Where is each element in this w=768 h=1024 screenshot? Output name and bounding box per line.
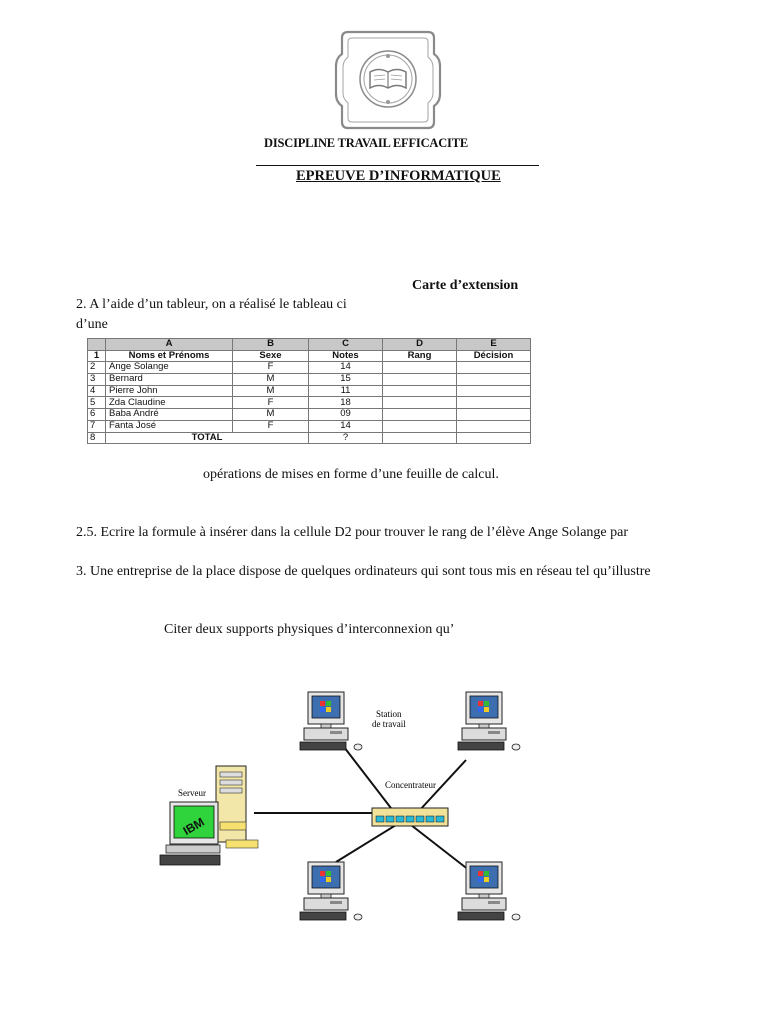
table-row: [88, 385, 531, 397]
network-cable: [411, 825, 474, 874]
column-letter: B: [233, 339, 309, 351]
student-name: Zda Claudine: [106, 397, 233, 409]
total-row: [88, 432, 531, 444]
table-row: [88, 362, 531, 374]
student-note: 11: [309, 385, 383, 397]
total-label: TOTAL: [106, 432, 309, 444]
workstation-computer-icon: [458, 692, 520, 750]
station-label-line-1: Station: [376, 709, 402, 719]
header-cell: Décision: [457, 350, 531, 362]
header-row: [88, 350, 531, 362]
column-letter: E: [457, 339, 531, 351]
section-title: Carte d’extension: [412, 278, 519, 293]
header-divider: [256, 165, 539, 166]
student-name: Pierre John: [106, 385, 233, 397]
rang-cell: [383, 397, 457, 409]
decision-cell: [457, 420, 531, 432]
table-row: [88, 397, 531, 409]
row-number: 4: [88, 385, 106, 397]
network-diagram: [156, 680, 536, 940]
student-name: Ange Solange: [106, 362, 233, 374]
corner-cell: [88, 339, 106, 351]
workstation-computer-icon: [300, 862, 362, 920]
column-letters-row: [88, 339, 531, 351]
column-letter: A: [106, 339, 233, 351]
question-2-line-2: d’une: [76, 317, 108, 332]
row-number: 1: [88, 350, 106, 362]
decision-cell: [457, 362, 531, 374]
student-sexe: M: [233, 374, 309, 386]
rang-cell: [383, 385, 457, 397]
operations-text: opérations de mises en forme d’une feuille de calcul.: [203, 467, 499, 482]
student-name: Fanta José: [106, 420, 233, 432]
student-sexe: F: [233, 420, 309, 432]
decision-cell: [457, 374, 531, 386]
decision-cell: [457, 432, 531, 444]
row-number: 8: [88, 432, 106, 444]
discipline-heading: DISCIPLINE TRAVAIL EFFICACITE: [264, 136, 468, 150]
row-number: 6: [88, 409, 106, 421]
header-cell: Rang: [383, 350, 457, 362]
column-letter: D: [383, 339, 457, 351]
student-note: 14: [309, 362, 383, 374]
student-note: 09: [309, 409, 383, 421]
header-cell: Notes: [309, 350, 383, 362]
rang-cell: [383, 362, 457, 374]
student-sexe: F: [233, 397, 309, 409]
server-label: Serveur: [178, 788, 206, 798]
question-2-5: 2.5. Ecrire la formule à insérer dans la cellule D2 pour trouver le rang de l’élève Ange Solange par: [76, 525, 629, 540]
total-value: ?: [309, 432, 383, 444]
header-cell: Noms et Prénoms: [106, 350, 233, 362]
student-name: Bernard: [106, 374, 233, 386]
exam-title: EPREUVE D’INFORMATIQUE: [296, 168, 501, 184]
question-2-line-1: 2. A l’aide d’un tableur, on a réalisé le tableau ci: [76, 297, 347, 312]
row-number: 7: [88, 420, 106, 432]
student-note: 15: [309, 374, 383, 386]
student-note: 18: [309, 397, 383, 409]
hub-label: Concentrateur: [385, 780, 436, 790]
rang-cell: [383, 420, 457, 432]
citer-text: Citer deux supports physiques d’interconnexion qu’: [164, 622, 455, 637]
workstation-computer-icon: [300, 692, 362, 750]
row-number: 2: [88, 362, 106, 374]
decision-cell: [457, 385, 531, 397]
network-cable: [336, 825, 396, 862]
hub-concentrator-icon: [372, 808, 448, 826]
student-sexe: F: [233, 362, 309, 374]
school-logo-book-icon: [334, 28, 442, 132]
row-number: 3: [88, 374, 106, 386]
workstation-computer-icon: [458, 862, 520, 920]
rang-cell: [383, 432, 457, 444]
decision-cell: [457, 397, 531, 409]
decision-cell: [457, 409, 531, 421]
rang-cell: [383, 409, 457, 421]
question-3: 3. Une entreprise de la place dispose de quelques ordinateurs qui sont tous mis en réseau tel qu’illustre: [76, 564, 651, 579]
server-computer-icon: [160, 766, 258, 865]
table-row: [88, 420, 531, 432]
row-number: 5: [88, 397, 106, 409]
rang-cell: [383, 374, 457, 386]
column-letter: C: [309, 339, 383, 351]
student-note: 14: [309, 420, 383, 432]
student-sexe: M: [233, 409, 309, 421]
header-cell: Sexe: [233, 350, 309, 362]
student-sexe: M: [233, 385, 309, 397]
table-row: [88, 409, 531, 421]
table-row: [88, 374, 531, 386]
server-brand-logo: IBM: [180, 814, 207, 838]
student-name: Baba André: [106, 409, 233, 421]
station-label-line-2: de travail: [372, 719, 406, 729]
spreadsheet-table: [87, 338, 531, 444]
